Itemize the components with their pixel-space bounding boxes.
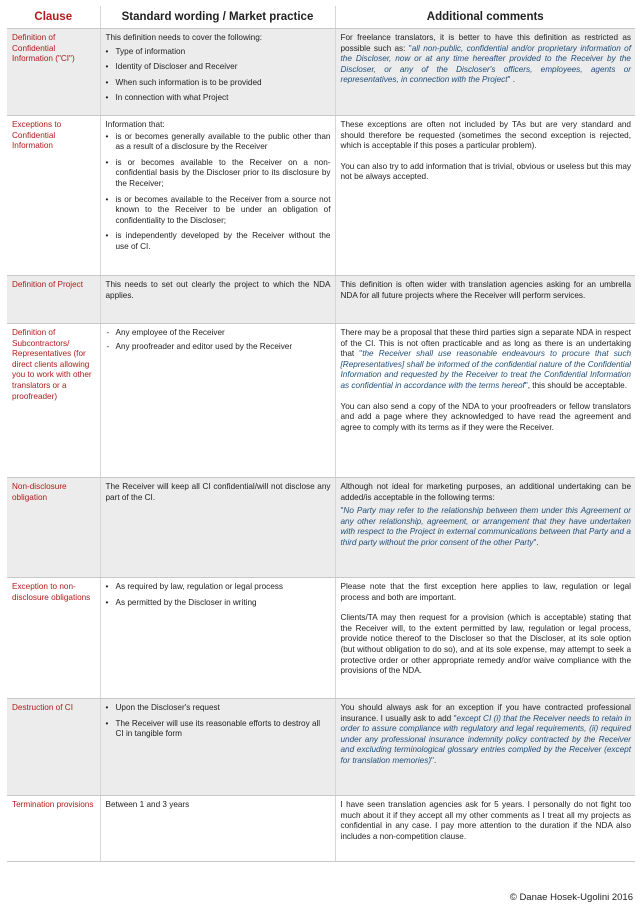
clause-name: Destruction of CI bbox=[7, 698, 100, 795]
standard-wording: Between 1 and 3 years bbox=[100, 795, 335, 861]
standard-wording: The Receiver will keep all CI confidential/will not disclose any part of the CI. bbox=[100, 477, 335, 577]
table-row bbox=[7, 698, 635, 795]
list-item: • In connection with what Project bbox=[106, 93, 331, 104]
list-item: • When such information is to be provided bbox=[106, 78, 331, 89]
additional-comments bbox=[335, 275, 635, 323]
comment-paragraph: Although not ideal for marketing purposes, an additional undertaking can be added/is acceptable in the following terms: bbox=[340, 481, 631, 502]
table-row bbox=[7, 477, 635, 577]
additional-comments bbox=[335, 323, 635, 477]
quoted-clause-text: all non-public, confidential and/or proprietary information of the Discloser, now or at any time hereafter provided to the Receiver by the Discloser, or any of the Discloser's officers, employees, agents or representatives, in connection with the Project bbox=[340, 43, 632, 85]
comment-paragraph: For freelance translators, it is better to have this definition as restricted as possible such as: "all non-public, confidential and/or proprietary information of the Discloser, now or at any time hereafter provided to the Receiver by the Discloser, or any of the Discloser's officers, employees, agents or representatives, in connection with the Project" . bbox=[340, 33, 632, 85]
comment-paragraph: You should always ask for an exception if you have contracted professional insurance. I usually ask to add "except CI (i) that the Receiver needs to retain in order to assure compliance with regulatory and legal requirements, (ii) required under any professional insurance indemnity policy contracted by the Receiver and excluding terminological glossary entries complied by the Receiver (except for translation memories)". bbox=[340, 702, 631, 765]
list-item: - Any proofreader and editor used by the Receiver bbox=[106, 342, 331, 353]
clause-name: Definition of Subcontractors/ Representatives (for direct clients allowing you to work with other translators or a proofreader) bbox=[7, 323, 100, 477]
table-row bbox=[7, 29, 635, 116]
standard-wording bbox=[100, 577, 335, 698]
list-item: • is independently developed by the Receiver without the use of CI. bbox=[106, 231, 331, 252]
nda-clauses-table bbox=[7, 6, 635, 862]
clause-name: Definition of Confidential Information ("CI") bbox=[7, 29, 100, 116]
comment-paragraph: This definition is often wider with translation agencies asking for an umbrella NDA for all future projects where the Receiver will perform services. bbox=[340, 279, 631, 300]
clause-name: Exceptions to Confidential Information bbox=[7, 115, 100, 275]
header-additional-comments: Additional comments bbox=[335, 6, 635, 29]
list-item: • is or becomes available to the Receiver on a non-confidential basis by the Discloser prior to its disclosure by the Receiver; bbox=[106, 158, 331, 190]
comment-paragraph: You can also send a copy of the NDA to your proofreaders or fellow translators and add a page where they acknowledged to have read the agreement and agree to comply with its terms as if they were the Receiver. bbox=[340, 401, 631, 432]
additional-comments bbox=[335, 29, 635, 116]
comment-paragraph: You can also try to add information that is trivial, obvious or useless but this may not be always accepted. bbox=[340, 161, 631, 182]
quoted-clause-text: the Receiver shall use reasonable endeavours to procure that such [Representatives] shall be informed of the confidential nature of the Confidential Information and requested by the Receiver to treat the Confidential Information as confidential in accordance with the terms hereof bbox=[340, 349, 631, 390]
quoted-clause-text: No Party may refer to the relationship between them under this Agreement or any other relationship, agreement, or arrangement that they have undertaken with respect to the Project in external communications between that Party and a third party without the prior consent of the other Party bbox=[340, 506, 631, 547]
standard-intro: This definition needs to cover the following: bbox=[105, 33, 263, 42]
list-item: • Type of information bbox=[106, 47, 331, 58]
standard-wording bbox=[100, 698, 335, 795]
comment-paragraph: I have seen translation agencies ask for 5 years. I personally do not fight too much about it if they accept all my other comments as I treat all my projects as confidential in any case. I pay more attention to the duration if the NDA also includes a non-competition clause. bbox=[340, 799, 631, 841]
additional-comments bbox=[335, 698, 635, 795]
table-row bbox=[7, 323, 635, 477]
standard-intro: Information that: bbox=[105, 119, 165, 129]
table-row bbox=[7, 275, 635, 323]
list-item: • is or becomes generally available to the public other than as a result of a disclosure by the Receiver bbox=[106, 132, 331, 153]
table-row bbox=[7, 577, 635, 698]
header-standard-wording: Standard wording / Market practice bbox=[100, 6, 335, 29]
comment-paragraph: Clients/TA may then request for a provision (which is acceptable) stating that the Receiver will, to the extent permitted by law, regulation or legal process, provide notice thereof to the Discloser so that the Discloser, at its sole option (but without obligation to do so), and at its sole expense, may attempt to seek a protective order or other appropriate remedy and/or waive compliance with the provisions of the NDA. bbox=[340, 613, 631, 676]
clause-name: Non-disclosure obligation bbox=[7, 477, 100, 577]
quoted-clause-text: except CI (i) that the Receiver needs to retain in order to assure compliance with regulatory and legal requirements, (ii) required under any professional insurance indemnity policy contracted by the Receiver and excluding terminological glossary entries complied by the Receiver (except for translation memories) bbox=[340, 713, 631, 765]
list-item: • is or becomes available to the Receiver from a source not known to the Receiver to be under an obligation of confidentiality to the Discloser; bbox=[106, 195, 331, 227]
comment-paragraph: "No Party may refer to the relationship between them under this Agreement or any other relationship, agreement, or arrangement that they have undertaken with respect to the Project in external communications between that Party and a third party without the prior consent of the other Party". bbox=[340, 506, 631, 547]
standard-wording bbox=[100, 29, 335, 116]
comment-paragraph: These exceptions are often not included by TAs but are very standard and should therefore be requested (sometimes the second exception is rejected, which is acceptable if this poses a particular problem). bbox=[340, 119, 631, 151]
table-row bbox=[7, 115, 635, 275]
standard-wording: This needs to set out clearly the project to which the NDA applies. bbox=[100, 275, 335, 323]
list-item: • Upon the Discloser's request bbox=[106, 703, 331, 714]
list-item: • As permitted by the Discloser in writing bbox=[106, 598, 331, 609]
additional-comments bbox=[335, 115, 635, 275]
clause-name: Termination provisions bbox=[7, 795, 100, 861]
list-item: • The Receiver will use its reasonable efforts to destroy all CI in tangible form bbox=[106, 719, 331, 740]
clause-name: Exception to non-disclosure obligations bbox=[7, 577, 100, 698]
table-header-row bbox=[7, 6, 635, 29]
clause-name: Definition of Project bbox=[7, 275, 100, 323]
header-clause: Clause bbox=[7, 6, 100, 29]
list-item: - Any employee of the Receiver bbox=[106, 328, 331, 339]
comment-paragraph: There may be a proposal that these third parties sign a separate NDA in respect of the CI. This is not often practicable and as long as there is an undertaking that "the Receiver shall use reasonable endeavours to procure that such [Representatives] shall be informed of the confidential nature of the Confidential Information and requested by the Receiver to treat the Confidential Information as confidential in accordance with the terms hereof", this should be acceptable. bbox=[340, 327, 631, 390]
standard-wording bbox=[100, 323, 335, 477]
additional-comments bbox=[335, 577, 635, 698]
additional-comments bbox=[335, 477, 635, 577]
table-row bbox=[7, 795, 635, 861]
additional-comments bbox=[335, 795, 635, 861]
list-item: • As required by law, regulation or legal process bbox=[106, 582, 331, 593]
copyright-footer: © Danae Hosek-Ugolini 2016 bbox=[509, 892, 633, 903]
list-item: • Identity of Discloser and Receiver bbox=[106, 62, 331, 73]
standard-wording bbox=[100, 115, 335, 275]
comment-paragraph: Please note that the first exception here applies to law, regulation or legal process and both are important. bbox=[340, 581, 631, 602]
